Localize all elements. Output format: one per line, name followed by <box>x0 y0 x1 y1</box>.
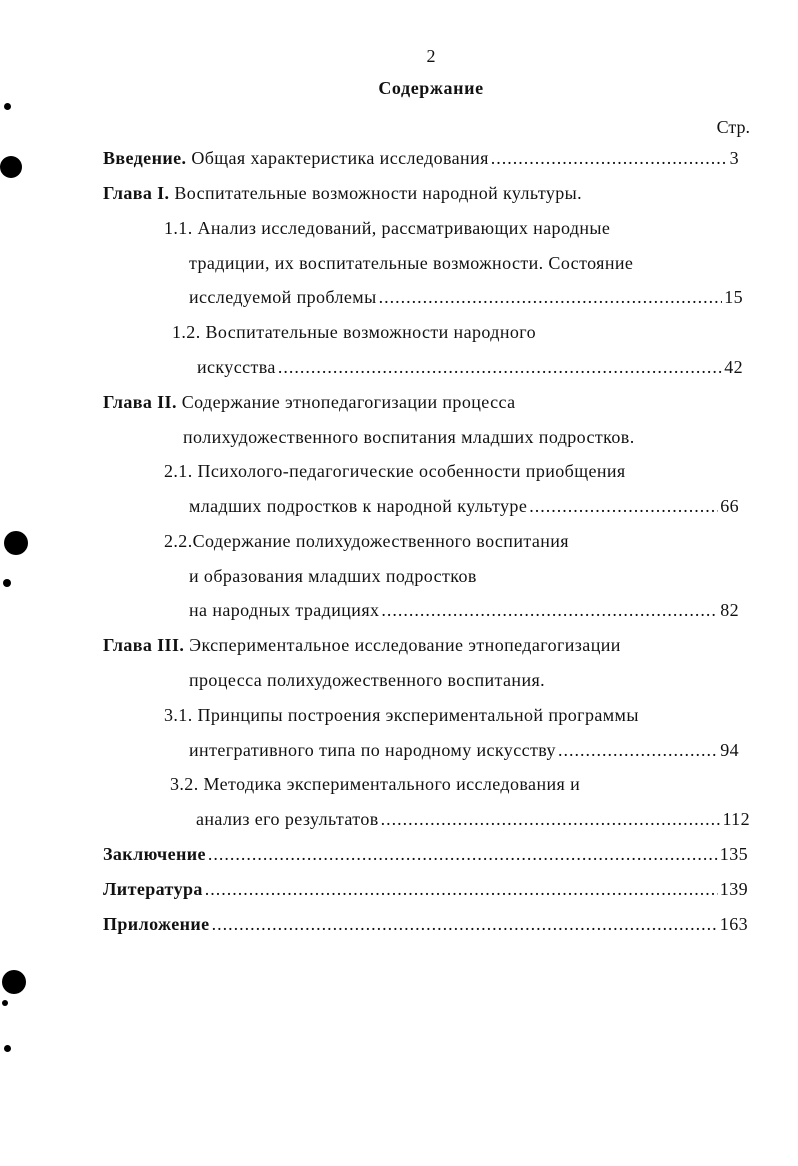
leader-dots <box>491 148 728 169</box>
pages-column-header: Стр. <box>716 117 750 137</box>
toc-chapter-2[interactable] <box>103 392 515 413</box>
leader-dots <box>529 496 718 517</box>
toc-entry-text: Общая характеристика исследования <box>191 148 489 168</box>
leader-dots <box>381 809 721 830</box>
toc-section-1-2-line1[interactable]: 1.2. Воспитательные возможности народного <box>172 322 536 342</box>
toc-section-1-2-line2[interactable] <box>197 357 743 378</box>
scan-speck <box>4 103 11 110</box>
toc-section-1-1-line3[interactable] <box>189 287 743 308</box>
toc-entry-label: Заключение <box>103 844 206 864</box>
toc-chapter-1[interactable] <box>103 183 582 204</box>
toc-page-number: 139 <box>719 879 748 899</box>
toc-page-number: 42 <box>724 357 743 377</box>
toc-entry-appendix[interactable] <box>103 914 748 935</box>
leader-dots <box>278 357 722 378</box>
leader-dots <box>558 740 718 761</box>
toc-section-1-1-line1[interactable]: 1.1. Анализ исследований, рассматривающих народные <box>164 218 611 238</box>
toc-section-2-2-line1[interactable]: 2.2.Содержание полихудожественного воспитания <box>164 531 569 551</box>
toc-page-number: 163 <box>719 914 748 934</box>
toc-entry-label: Литература <box>103 879 203 899</box>
toc-entry-literature[interactable] <box>103 879 748 900</box>
toc-page-number: 15 <box>724 287 743 307</box>
toc-section-1-1-line2: традиции, их воспитательные возможности. Состояние <box>189 253 634 273</box>
leader-dots <box>208 844 718 865</box>
binder-hole-mark <box>2 970 26 994</box>
leader-dots <box>205 879 718 900</box>
toc-entry-label: Приложение <box>103 914 210 934</box>
toc-section-2-1-line2[interactable] <box>189 496 739 517</box>
toc-entry-text: исследуемой проблемы <box>189 287 377 307</box>
toc-entry-conclusion[interactable] <box>103 844 748 865</box>
toc-entry-text: младших подростков к народной культуре <box>189 496 528 516</box>
toc-entry-text: Экспериментальное исследование этнопедагогизации <box>189 635 621 655</box>
scan-speck <box>3 579 11 587</box>
toc-page-number: 94 <box>720 740 739 760</box>
toc-entry-text: интегративного типа по народному искусству <box>189 740 556 760</box>
toc-section-2-1-line1[interactable]: 2.1. Психолого-педагогические особенности приобщения <box>164 461 626 481</box>
page-number: 2 <box>426 46 436 66</box>
leader-dots <box>381 600 718 621</box>
leader-dots <box>379 287 723 308</box>
toc-chapter-2-line2: полихудожественного воспитания младших подростков. <box>183 427 635 447</box>
leader-dots <box>212 914 718 935</box>
toc-page-number: 3 <box>729 148 739 168</box>
scan-speck <box>2 1000 8 1006</box>
toc-page-number: 66 <box>720 496 739 516</box>
toc-section-3-1-line2[interactable] <box>189 740 739 761</box>
scan-speck <box>4 1045 11 1052</box>
toc-page-number: 82 <box>720 600 739 620</box>
toc-section-3-2-line1[interactable]: 3.2. Методика экспериментального исследования и <box>170 774 581 794</box>
toc-entry-text: Воспитательные возможности народной культуры. <box>174 183 583 203</box>
toc-section-3-2-line2[interactable] <box>196 809 750 830</box>
page-title: Содержание <box>378 78 484 98</box>
toc-section-2-2-line3[interactable] <box>189 600 739 621</box>
toc-section-2-2-line2: и образования младших подростков <box>189 566 477 586</box>
toc-entry-text: на народных традициях <box>189 600 380 620</box>
binder-hole-mark <box>0 156 22 178</box>
toc-entry-text: Содержание этнопедагогизации процесса <box>181 392 516 412</box>
toc-page-number: 112 <box>722 809 750 829</box>
toc-chapter-3-line2: процесса полихудожественного воспитания. <box>189 670 546 690</box>
toc-entry-label: Глава II. <box>103 392 177 412</box>
toc-entry-label: Введение. <box>103 148 187 168</box>
toc-entry-text: анализ его результатов <box>196 809 379 829</box>
toc-entry-label: Глава I. <box>103 183 170 203</box>
toc-chapter-3[interactable] <box>103 635 621 656</box>
toc-section-3-1-line1[interactable]: 3.1. Принципы построения экспериментальной программы <box>164 705 639 725</box>
toc-entry-intro[interactable] <box>103 148 739 169</box>
binder-hole-mark <box>4 531 28 555</box>
toc-entry-label: Глава III. <box>103 635 185 655</box>
toc-entry-text: искусства <box>197 357 276 377</box>
toc-page-number: 135 <box>719 844 748 864</box>
